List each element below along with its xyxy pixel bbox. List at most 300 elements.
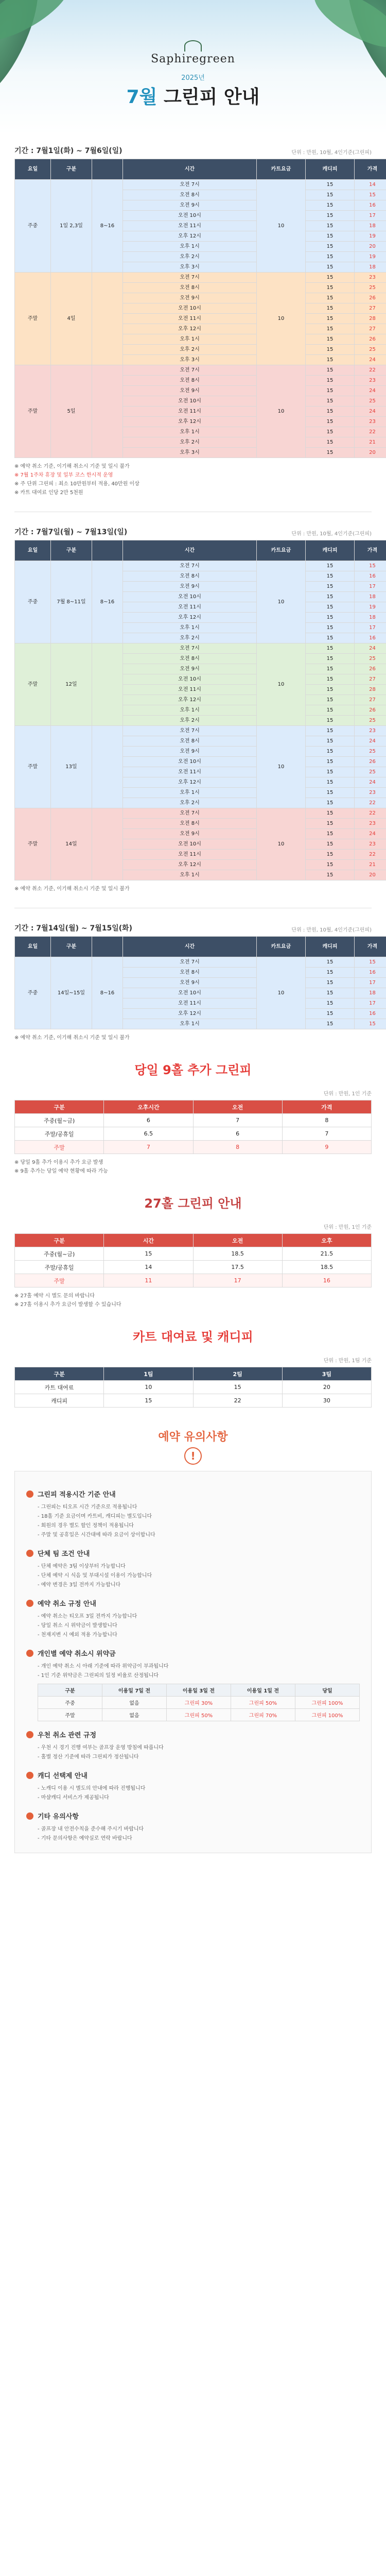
price-cell: 15 — [355, 561, 386, 571]
info-line: - 개인 예약 취소 시 아래 기준에 따라 위약금이 부과됩니다 — [38, 1664, 169, 1669]
day-cell: 주중 — [15, 957, 51, 1029]
week-unit-note: 단위 : 만원, 10월, 4인기준(그린피) — [291, 531, 372, 537]
table-cell: 그린피 50% — [231, 1697, 295, 1709]
caddie-cell: 15 — [306, 685, 355, 695]
caddie-cell: 15 — [306, 283, 355, 293]
table-header: 카트요금 — [257, 540, 306, 561]
table-header: 캐디피 — [306, 540, 355, 561]
caddie-cell: 15 — [306, 324, 355, 334]
price-cell: 15 — [355, 190, 386, 200]
day-cell: 주중 — [15, 561, 51, 643]
table-header: 캐디피 — [306, 159, 355, 180]
price-cell: 19 — [355, 602, 386, 613]
table-cell: 주말/공휴일 — [15, 1261, 104, 1274]
caddie-cell: 15 — [306, 726, 355, 736]
time-cell: 오후 12시 — [123, 777, 257, 788]
time-cell: 오전 10시 — [123, 757, 257, 767]
time-cell: 오전 8시 — [123, 190, 257, 200]
caddie-cell: 15 — [306, 633, 355, 643]
price-cell: 26 — [355, 334, 386, 345]
info-line: - 골프장 내 안전수칙을 준수해 주시기 바랍니다 — [38, 1826, 144, 1832]
caddie-cell: 15 — [306, 664, 355, 674]
range-cell — [92, 726, 123, 808]
time-cell: 오전 8시 — [123, 376, 257, 386]
penalty-table — [38, 1684, 360, 1721]
price-cell: 27 — [355, 303, 386, 314]
info-body — [26, 1662, 360, 1681]
time-cell: 오전 7시 — [123, 561, 257, 571]
time-cell: 오전 11시 — [123, 850, 257, 860]
table-header: 3팀 — [282, 1367, 371, 1381]
info-body — [26, 1743, 360, 1762]
time-cell: 오후 12시 — [123, 324, 257, 334]
price-cell: 18 — [355, 221, 386, 231]
table-row — [15, 643, 386, 654]
note-line: ※ 카트 대여료 인당 2만 5천원 — [14, 490, 83, 496]
info-line: - 예약 취소는 티오프 3일 전까지 가능합니다 — [38, 1614, 137, 1619]
table-row — [15, 1127, 372, 1141]
table-header: 오후 — [282, 1234, 371, 1247]
day9-title: 당일 9홀 추가 그린피 — [134, 1063, 252, 1077]
time-cell: 오전 11시 — [123, 685, 257, 695]
info-heading — [26, 1770, 360, 1780]
table-cell: 캐디피 — [15, 1394, 104, 1408]
page-title — [0, 82, 386, 109]
table-header: 가격 — [282, 1100, 371, 1114]
time-cell: 오후 1시 — [123, 705, 257, 716]
info-line: - 1인 기준 위약금은 그린피의 일정 비율로 산정됩니다 — [38, 1673, 159, 1679]
price-cell: 24 — [355, 643, 386, 654]
price-cell: 15 — [355, 957, 386, 968]
price-cell: 20 — [355, 242, 386, 252]
table-row — [15, 1114, 372, 1127]
time-cell: 오후 2시 — [123, 798, 257, 808]
price-cell: 22 — [355, 365, 386, 376]
table-cell: 없음 — [102, 1709, 167, 1721]
price-cell: 24 — [355, 406, 386, 417]
table-row — [15, 1394, 372, 1408]
table-cell: 주말 — [15, 1274, 104, 1287]
caddie-cell: 15 — [306, 736, 355, 747]
time-cell: 오후 12시 — [123, 860, 257, 870]
caddie-cell: 15 — [306, 221, 355, 231]
table-header — [92, 540, 123, 561]
info-body — [26, 1784, 360, 1803]
time-cell: 오전 10시 — [123, 592, 257, 602]
caddie-cell: 15 — [306, 582, 355, 592]
table-header: 2팀 — [193, 1367, 282, 1381]
bullet-icon — [26, 1600, 33, 1607]
caddie-cell: 15 — [306, 613, 355, 623]
caddie-cell: 15 — [306, 747, 355, 757]
week-header — [14, 527, 372, 537]
table-row — [38, 1697, 360, 1709]
caddie-cell: 15 — [306, 623, 355, 633]
table-header: 오전 — [193, 1100, 282, 1114]
type-cell: 7월 8~11일 — [51, 561, 92, 643]
time-cell: 오전 8시 — [123, 819, 257, 829]
hole27-table — [14, 1233, 372, 1287]
bullet-icon — [26, 1772, 33, 1779]
time-cell: 오전 11시 — [123, 998, 257, 1009]
caddie-cell: 15 — [306, 767, 355, 777]
table-cell: 15 — [193, 1381, 282, 1394]
table-cell: 16 — [282, 1274, 371, 1287]
table-row — [15, 180, 386, 190]
caddie-cell: 15 — [306, 252, 355, 262]
exclamation-icon: ! — [184, 1447, 202, 1465]
info-body — [26, 1612, 360, 1640]
caddie-cell: 15 — [306, 819, 355, 829]
info-heading-text: 개인별 예약 취소시 위약금 — [38, 1650, 116, 1658]
caddie-cell: 15 — [306, 1019, 355, 1029]
caddie-cell: 15 — [306, 695, 355, 705]
time-cell: 오후 1시 — [123, 1019, 257, 1029]
price-cell: 15 — [355, 1019, 386, 1029]
table-row — [15, 726, 386, 736]
time-cell: 오후 12시 — [123, 1009, 257, 1019]
table-row — [15, 365, 386, 376]
caddie-cell: 15 — [306, 303, 355, 314]
caddie-cell: 15 — [306, 829, 355, 839]
price-cell: 21 — [355, 437, 386, 448]
table-row — [15, 1141, 372, 1154]
table-header: 구분 — [15, 1367, 104, 1381]
table-header: 요일 — [15, 937, 51, 957]
time-cell: 오전 11시 — [123, 602, 257, 613]
table-cell: 22 — [193, 1394, 282, 1408]
table-cell: 20 — [282, 1381, 371, 1394]
caddie-cell: 15 — [306, 988, 355, 998]
price-cell: 21 — [355, 860, 386, 870]
table-header: 구분 — [51, 540, 92, 561]
price-cell: 19 — [355, 252, 386, 262]
table-cell: 그린피 30% — [167, 1697, 231, 1709]
price-cell: 23 — [355, 417, 386, 427]
cart-section — [0, 1327, 386, 1408]
note-line: ※ 예약 취소 기준, 이기해 취소시 기준 및 일시 불가 — [14, 886, 130, 892]
time-cell: 오후 2시 — [123, 437, 257, 448]
info-line: - 노캐디 이용 시 별도의 안내에 따라 진행됩니다 — [38, 1786, 146, 1791]
time-cell: 오전 9시 — [123, 582, 257, 592]
day-cell: 주말 — [15, 643, 51, 726]
table-header — [92, 937, 123, 957]
table-row — [15, 1247, 372, 1261]
caddie-cell: 15 — [306, 334, 355, 345]
table-cell: 주중(월~금) — [15, 1247, 104, 1261]
price-cell: 26 — [355, 664, 386, 674]
table-row — [38, 1709, 360, 1721]
table-header: 당일 — [295, 1684, 360, 1697]
table-header: 시간 — [104, 1234, 193, 1247]
time-cell: 오후 2시 — [123, 716, 257, 726]
info-heading — [26, 1489, 360, 1499]
type-cell: 12일 — [51, 643, 92, 726]
time-cell: 오전 9시 — [123, 829, 257, 839]
table-cell: 8 — [193, 1141, 282, 1154]
info-body — [26, 1503, 360, 1540]
cart-fee-cell: 10 — [257, 273, 306, 365]
info-line: - 예약 변경은 3일 전까지 가능합니다 — [38, 1582, 121, 1588]
hole27-title: 27홀 그린피 안내 — [144, 1196, 242, 1211]
hole27-notes — [14, 1292, 372, 1309]
price-cell: 24 — [355, 736, 386, 747]
price-cell: 26 — [355, 705, 386, 716]
table-cell: 15 — [104, 1394, 193, 1408]
brand-logo — [0, 40, 386, 65]
warning-box — [14, 1471, 372, 1853]
note-line: ※ 7월 1주차 휴장 및 일부 코스 한시적 운영 — [14, 472, 113, 478]
hero-year: 2025년 — [181, 74, 205, 82]
day-cell: 주말 — [15, 365, 51, 458]
caddie-cell: 15 — [306, 180, 355, 190]
table-row — [15, 1261, 372, 1274]
table-cell: 7 — [193, 1114, 282, 1127]
week-header — [14, 923, 372, 933]
time-cell: 오후 3시 — [123, 262, 257, 273]
caddie-cell: 15 — [306, 1009, 355, 1019]
caddie-cell: 15 — [306, 231, 355, 242]
caddie-cell: 15 — [306, 788, 355, 798]
caddie-cell: 15 — [306, 200, 355, 211]
table-cell: 주말/공휴일 — [15, 1127, 104, 1141]
time-cell: 오전 7시 — [123, 365, 257, 376]
price-cell: 25 — [355, 767, 386, 777]
time-cell: 오전 7시 — [123, 808, 257, 819]
table-cell: 14 — [104, 1261, 193, 1274]
price-cell: 22 — [355, 850, 386, 860]
time-cell: 오전 11시 — [123, 221, 257, 231]
week-notes — [14, 885, 372, 893]
caddie-cell: 15 — [306, 273, 355, 283]
cart-fee-cell: 10 — [257, 808, 306, 880]
table-header: 시간 — [123, 540, 257, 561]
table-cell: 그린피 100% — [295, 1697, 360, 1709]
table-cell: 8 — [282, 1114, 371, 1127]
table-header: 1팀 — [104, 1367, 193, 1381]
info-line: - 18홀 기준 요금이며 카트비, 캐디피는 별도입니다 — [38, 1514, 152, 1519]
week-period: 기간 : 7월1일(화) ~ 7월6일(일) — [14, 147, 122, 155]
caddie-cell: 15 — [306, 262, 355, 273]
table-header: 구분 — [38, 1684, 102, 1697]
type-cell: 14일 — [51, 808, 92, 880]
time-cell: 오후 1시 — [123, 334, 257, 345]
cart-unit-note: 단위 : 만원, 1팀 기준 — [323, 1358, 372, 1364]
price-cell: 17 — [355, 623, 386, 633]
table-cell: 주말 — [15, 1141, 104, 1154]
price-cell: 16 — [355, 968, 386, 978]
table-row — [15, 1274, 372, 1287]
table-cell: 주중(월~금) — [15, 1114, 104, 1127]
info-line: - 홀별 정산 기준에 따라 그린피가 정산됩니다 — [38, 1754, 139, 1760]
price-cell: 25 — [355, 716, 386, 726]
note-line: ※ 27홀 이용시 추가 요금이 발생할 수 있습니다 — [14, 1302, 121, 1308]
caddie-cell: 15 — [306, 427, 355, 437]
caddie-cell: 15 — [306, 978, 355, 988]
time-cell: 오전 9시 — [123, 200, 257, 211]
info-line: - 마샬캐디 서비스가 제공됩니다 — [38, 1795, 109, 1801]
price-cell: 26 — [355, 293, 386, 303]
info-line: - 단체 예약 시 식음 및 부대시설 이용이 가능합니다 — [38, 1573, 152, 1579]
time-cell: 오후 12시 — [123, 613, 257, 623]
week-section — [0, 145, 386, 497]
table-cell: 30 — [282, 1394, 371, 1408]
time-cell: 오후 12시 — [123, 231, 257, 242]
week-table — [14, 936, 386, 1029]
time-cell: 오전 8시 — [123, 736, 257, 747]
info-heading-text: 단체 팀 조건 안내 — [38, 1550, 90, 1558]
time-cell: 오전 9시 — [123, 386, 257, 396]
info-line: - 당일 취소 시 위약금이 발생합니다 — [38, 1623, 117, 1629]
caddie-cell: 15 — [306, 406, 355, 417]
time-cell: 오전 7시 — [123, 643, 257, 654]
table-header: 구분 — [15, 1234, 104, 1247]
week-unit-note: 단위 : 만원, 10월, 4인기준(그린피) — [291, 150, 372, 156]
table-cell: 18.5 — [282, 1261, 371, 1274]
bullet-icon — [26, 1550, 33, 1557]
caddie-cell: 15 — [306, 968, 355, 978]
note-line: ※ 주 단위 그린피 : 최소 10만원부터 적용, 40만원 이상 — [14, 481, 139, 487]
time-cell: 오전 8시 — [123, 654, 257, 664]
time-cell: 오전 8시 — [123, 968, 257, 978]
table-header: 오후시간 — [104, 1100, 193, 1114]
time-cell: 오전 11시 — [123, 406, 257, 417]
caddie-cell: 15 — [306, 643, 355, 654]
bullet-icon — [26, 1731, 33, 1738]
week-header — [14, 145, 372, 156]
week-period: 기간 : 7월14일(월) ~ 7월15일(화) — [14, 924, 133, 933]
table-cell: 그린피 70% — [231, 1709, 295, 1721]
caddie-cell: 15 — [306, 211, 355, 221]
caddie-cell: 15 — [306, 396, 355, 406]
range-cell: 8~16 — [92, 561, 123, 643]
price-cell: 23 — [355, 273, 386, 283]
week-notes — [14, 462, 372, 497]
title-text: 그린피 안내 — [157, 87, 260, 108]
note-line: ※ 예약 취소 기준, 이기해 취소시 기준 및 일시 불가 — [14, 1035, 130, 1041]
price-cell: 26 — [355, 757, 386, 767]
price-cell: 23 — [355, 839, 386, 850]
table-row — [15, 957, 386, 968]
caddie-cell: 15 — [306, 716, 355, 726]
time-cell: 오전 7시 — [123, 273, 257, 283]
caddie-cell: 15 — [306, 365, 355, 376]
time-cell: 오전 8시 — [123, 571, 257, 582]
price-cell: 25 — [355, 747, 386, 757]
time-cell: 오전 9시 — [123, 978, 257, 988]
cart-title: 카트 대여료 및 캐디피 — [133, 1330, 253, 1344]
table-cell: 6.5 — [104, 1127, 193, 1141]
time-cell: 오후 3시 — [123, 355, 257, 365]
range-cell — [92, 643, 123, 726]
time-cell: 오후 1시 — [123, 870, 257, 880]
price-cell: 18 — [355, 613, 386, 623]
table-cell: 주말 — [38, 1709, 102, 1721]
caddie-cell: 15 — [306, 345, 355, 355]
price-cell: 22 — [355, 798, 386, 808]
caddie-cell: 15 — [306, 798, 355, 808]
range-cell: 8~16 — [92, 957, 123, 1029]
time-cell: 오후 2시 — [123, 633, 257, 643]
table-header: 오전 — [193, 1234, 282, 1247]
table-header — [92, 159, 123, 180]
info-heading — [26, 1811, 360, 1821]
price-cell: 22 — [355, 808, 386, 819]
price-cell: 27 — [355, 324, 386, 334]
price-cell: 17 — [355, 978, 386, 988]
day-cell: 주말 — [15, 808, 51, 880]
caddie-cell: 15 — [306, 705, 355, 716]
info-line: - 그린피는 티오프 시간 기준으로 적용됩니다 — [38, 1504, 137, 1510]
caddie-cell: 15 — [306, 777, 355, 788]
day9-section — [0, 1060, 386, 1176]
caddie-cell: 15 — [306, 839, 355, 850]
caddie-cell: 15 — [306, 957, 355, 968]
time-cell: 오후 1시 — [123, 623, 257, 633]
table-row — [15, 808, 386, 819]
price-cell: 23 — [355, 819, 386, 829]
week-notes — [14, 1033, 372, 1042]
caddie-cell: 15 — [306, 190, 355, 200]
price-cell: 24 — [355, 386, 386, 396]
price-cell: 19 — [355, 231, 386, 242]
info-heading-text: 기타 유의사항 — [38, 1813, 79, 1821]
day-cell: 주중 — [15, 180, 51, 273]
range-cell — [92, 273, 123, 365]
table-cell: 그린피 50% — [167, 1709, 231, 1721]
table-header: 가격 — [355, 937, 386, 957]
table-cell: 주중 — [38, 1697, 102, 1709]
table-header: 시간 — [123, 937, 257, 957]
range-cell — [92, 365, 123, 458]
table-cell: 카트 대여료 — [15, 1381, 104, 1394]
caddie-cell: 15 — [306, 355, 355, 365]
week-section — [0, 512, 386, 893]
logo-mark-icon — [184, 40, 202, 52]
week-unit-note: 단위 : 만원, 10월, 4인기준(그린피) — [291, 927, 372, 933]
price-cell: 18 — [355, 262, 386, 273]
table-cell: 6 — [104, 1114, 193, 1127]
price-cell: 16 — [355, 633, 386, 643]
price-cell: 20 — [355, 870, 386, 880]
price-cell: 17 — [355, 582, 386, 592]
day9-unit-note: 단위 : 만원, 1인 기준 — [323, 1091, 372, 1097]
info-heading — [26, 1598, 360, 1608]
price-cell: 16 — [355, 1009, 386, 1019]
type-cell: 1일 2,3일 — [51, 180, 92, 273]
table-cell: 21.5 — [282, 1247, 371, 1261]
cart-fee-cell: 10 — [257, 957, 306, 1029]
info-line: - 단체 예약은 3팀 이상부터 가능합니다 — [38, 1564, 126, 1569]
time-cell: 오전 7시 — [123, 726, 257, 736]
table-header: 가격 — [355, 540, 386, 561]
caddie-cell: 15 — [306, 314, 355, 324]
note-line: ※ 27홀 예약 시 별도 문의 바랍니다 — [14, 1293, 95, 1299]
price-cell: 27 — [355, 695, 386, 705]
caddie-cell: 15 — [306, 870, 355, 880]
table-cell: 7 — [282, 1127, 371, 1141]
price-cell: 24 — [355, 355, 386, 365]
type-cell: 14일~15일 — [51, 957, 92, 1029]
time-cell: 오전 8시 — [123, 283, 257, 293]
table-header: 구분 — [51, 159, 92, 180]
table-header: 이용일 1일 전 — [231, 1684, 295, 1697]
logo-text: Saphiregreen — [151, 53, 235, 65]
hole27-unit-note: 단위 : 만원, 1인 기준 — [323, 1225, 372, 1230]
time-cell: 오전 10시 — [123, 211, 257, 221]
table-header: 카트요금 — [257, 159, 306, 180]
cart-table — [14, 1367, 372, 1408]
